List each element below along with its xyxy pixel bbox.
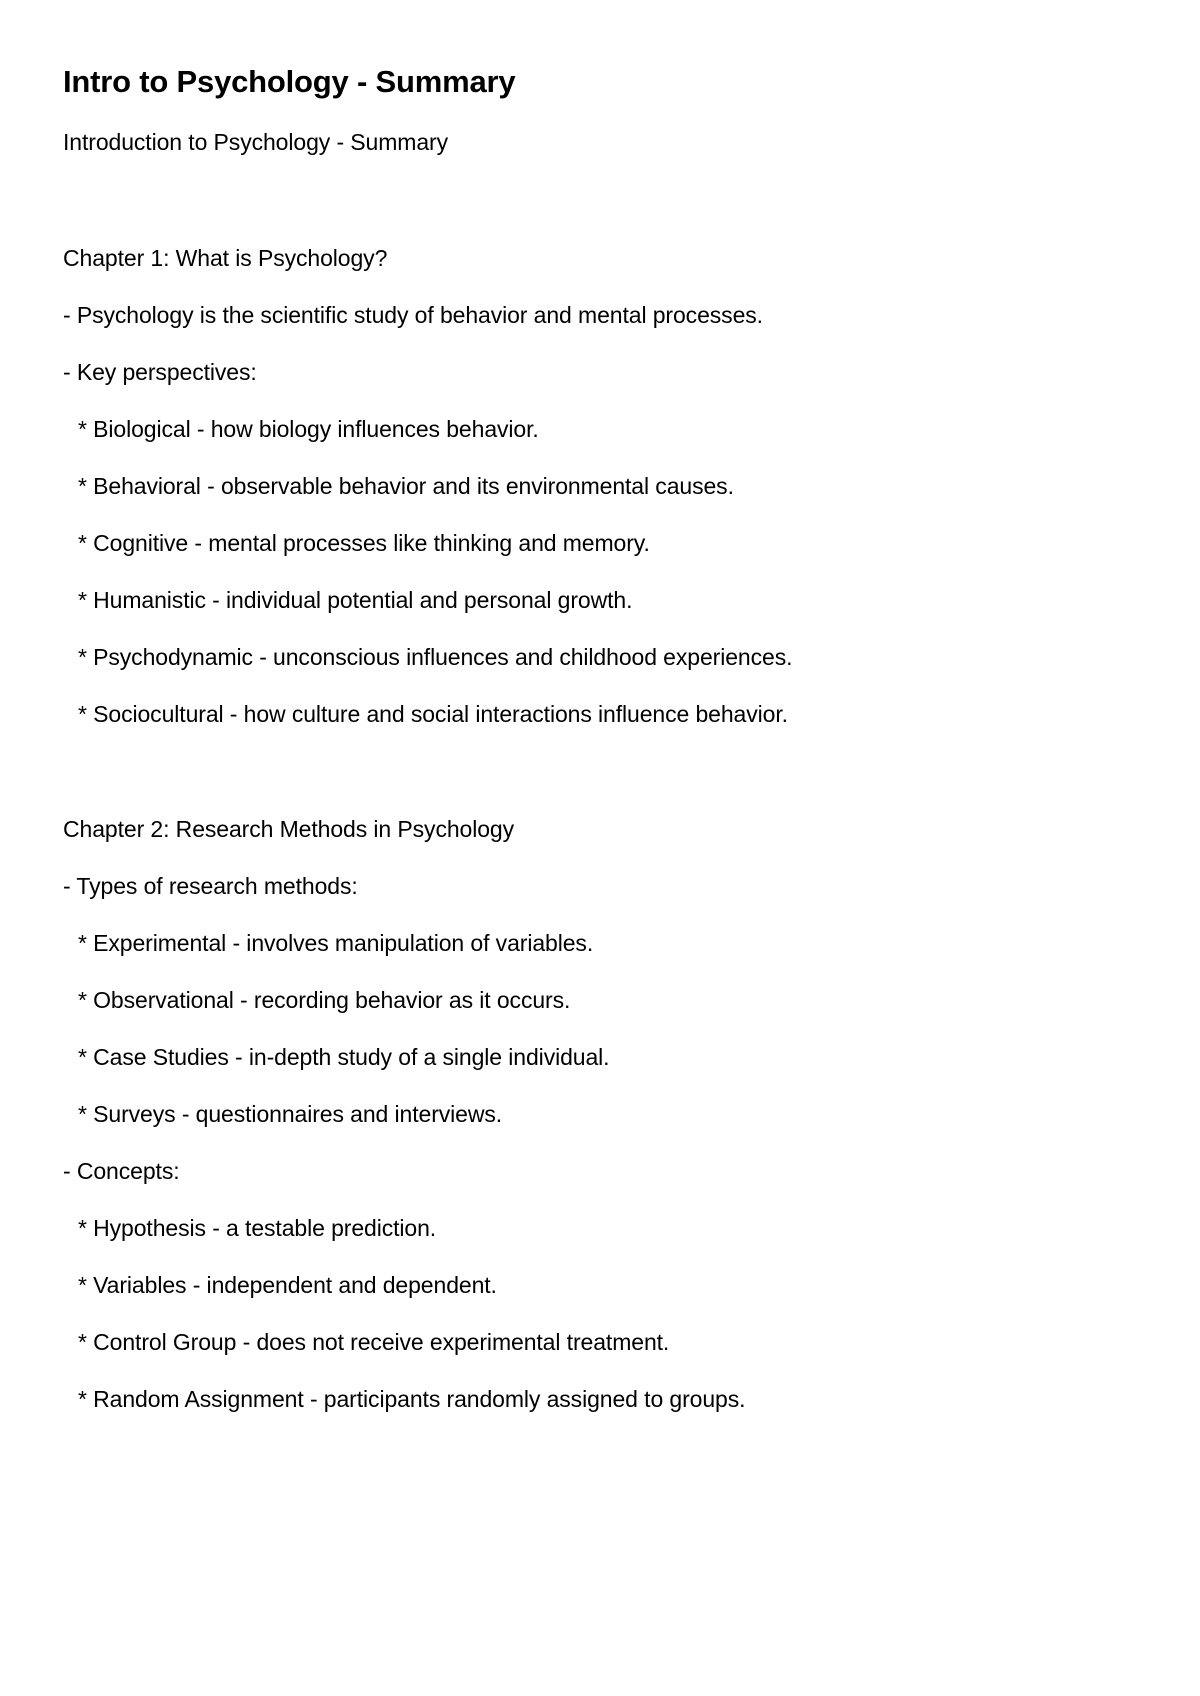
concept-item: * Variables - independent and dependent. (78, 1272, 497, 1298)
methods-label: - Types of research methods: (63, 873, 358, 899)
chapter-1-heading: Chapter 1: What is Psychology? (63, 245, 388, 271)
method-item: * Case Studies - in-depth study of a single individual. (78, 1044, 610, 1070)
perspective-item: * Psychodynamic - unconscious influences and childhood experiences. (78, 644, 793, 670)
perspective-item: * Humanistic - individual potential and personal growth. (78, 587, 633, 613)
perspective-item: * Biological - how biology influences behavior. (78, 416, 539, 442)
perspectives-label: - Key perspectives: (63, 359, 257, 385)
chapter-1-definition: - Psychology is the scientific study of behavior and mental processes. (63, 302, 763, 328)
method-item: * Experimental - involves manipulation of variables. (78, 930, 594, 956)
perspective-item: * Cognitive - mental processes like thinking and memory. (78, 530, 650, 556)
document-subtitle: Introduction to Psychology - Summary (63, 129, 449, 155)
concepts-label: - Concepts: (63, 1158, 180, 1184)
chapter-2-heading: Chapter 2: Research Methods in Psychology (63, 816, 515, 842)
document-title: Intro to Psychology - Summary (63, 64, 516, 99)
perspective-item: * Behavioral - observable behavior and its environmental causes. (78, 473, 734, 499)
concept-item: * Control Group - does not receive experimental treatment. (78, 1329, 670, 1355)
method-item: * Surveys - questionnaires and interviews. (78, 1101, 503, 1127)
concept-item: * Hypothesis - a testable prediction. (78, 1215, 437, 1241)
method-item: * Observational - recording behavior as it occurs. (78, 987, 571, 1013)
perspective-item: * Sociocultural - how culture and social interactions influence behavior. (78, 701, 788, 727)
concept-item: * Random Assignment - participants randomly assigned to groups. (78, 1386, 746, 1412)
